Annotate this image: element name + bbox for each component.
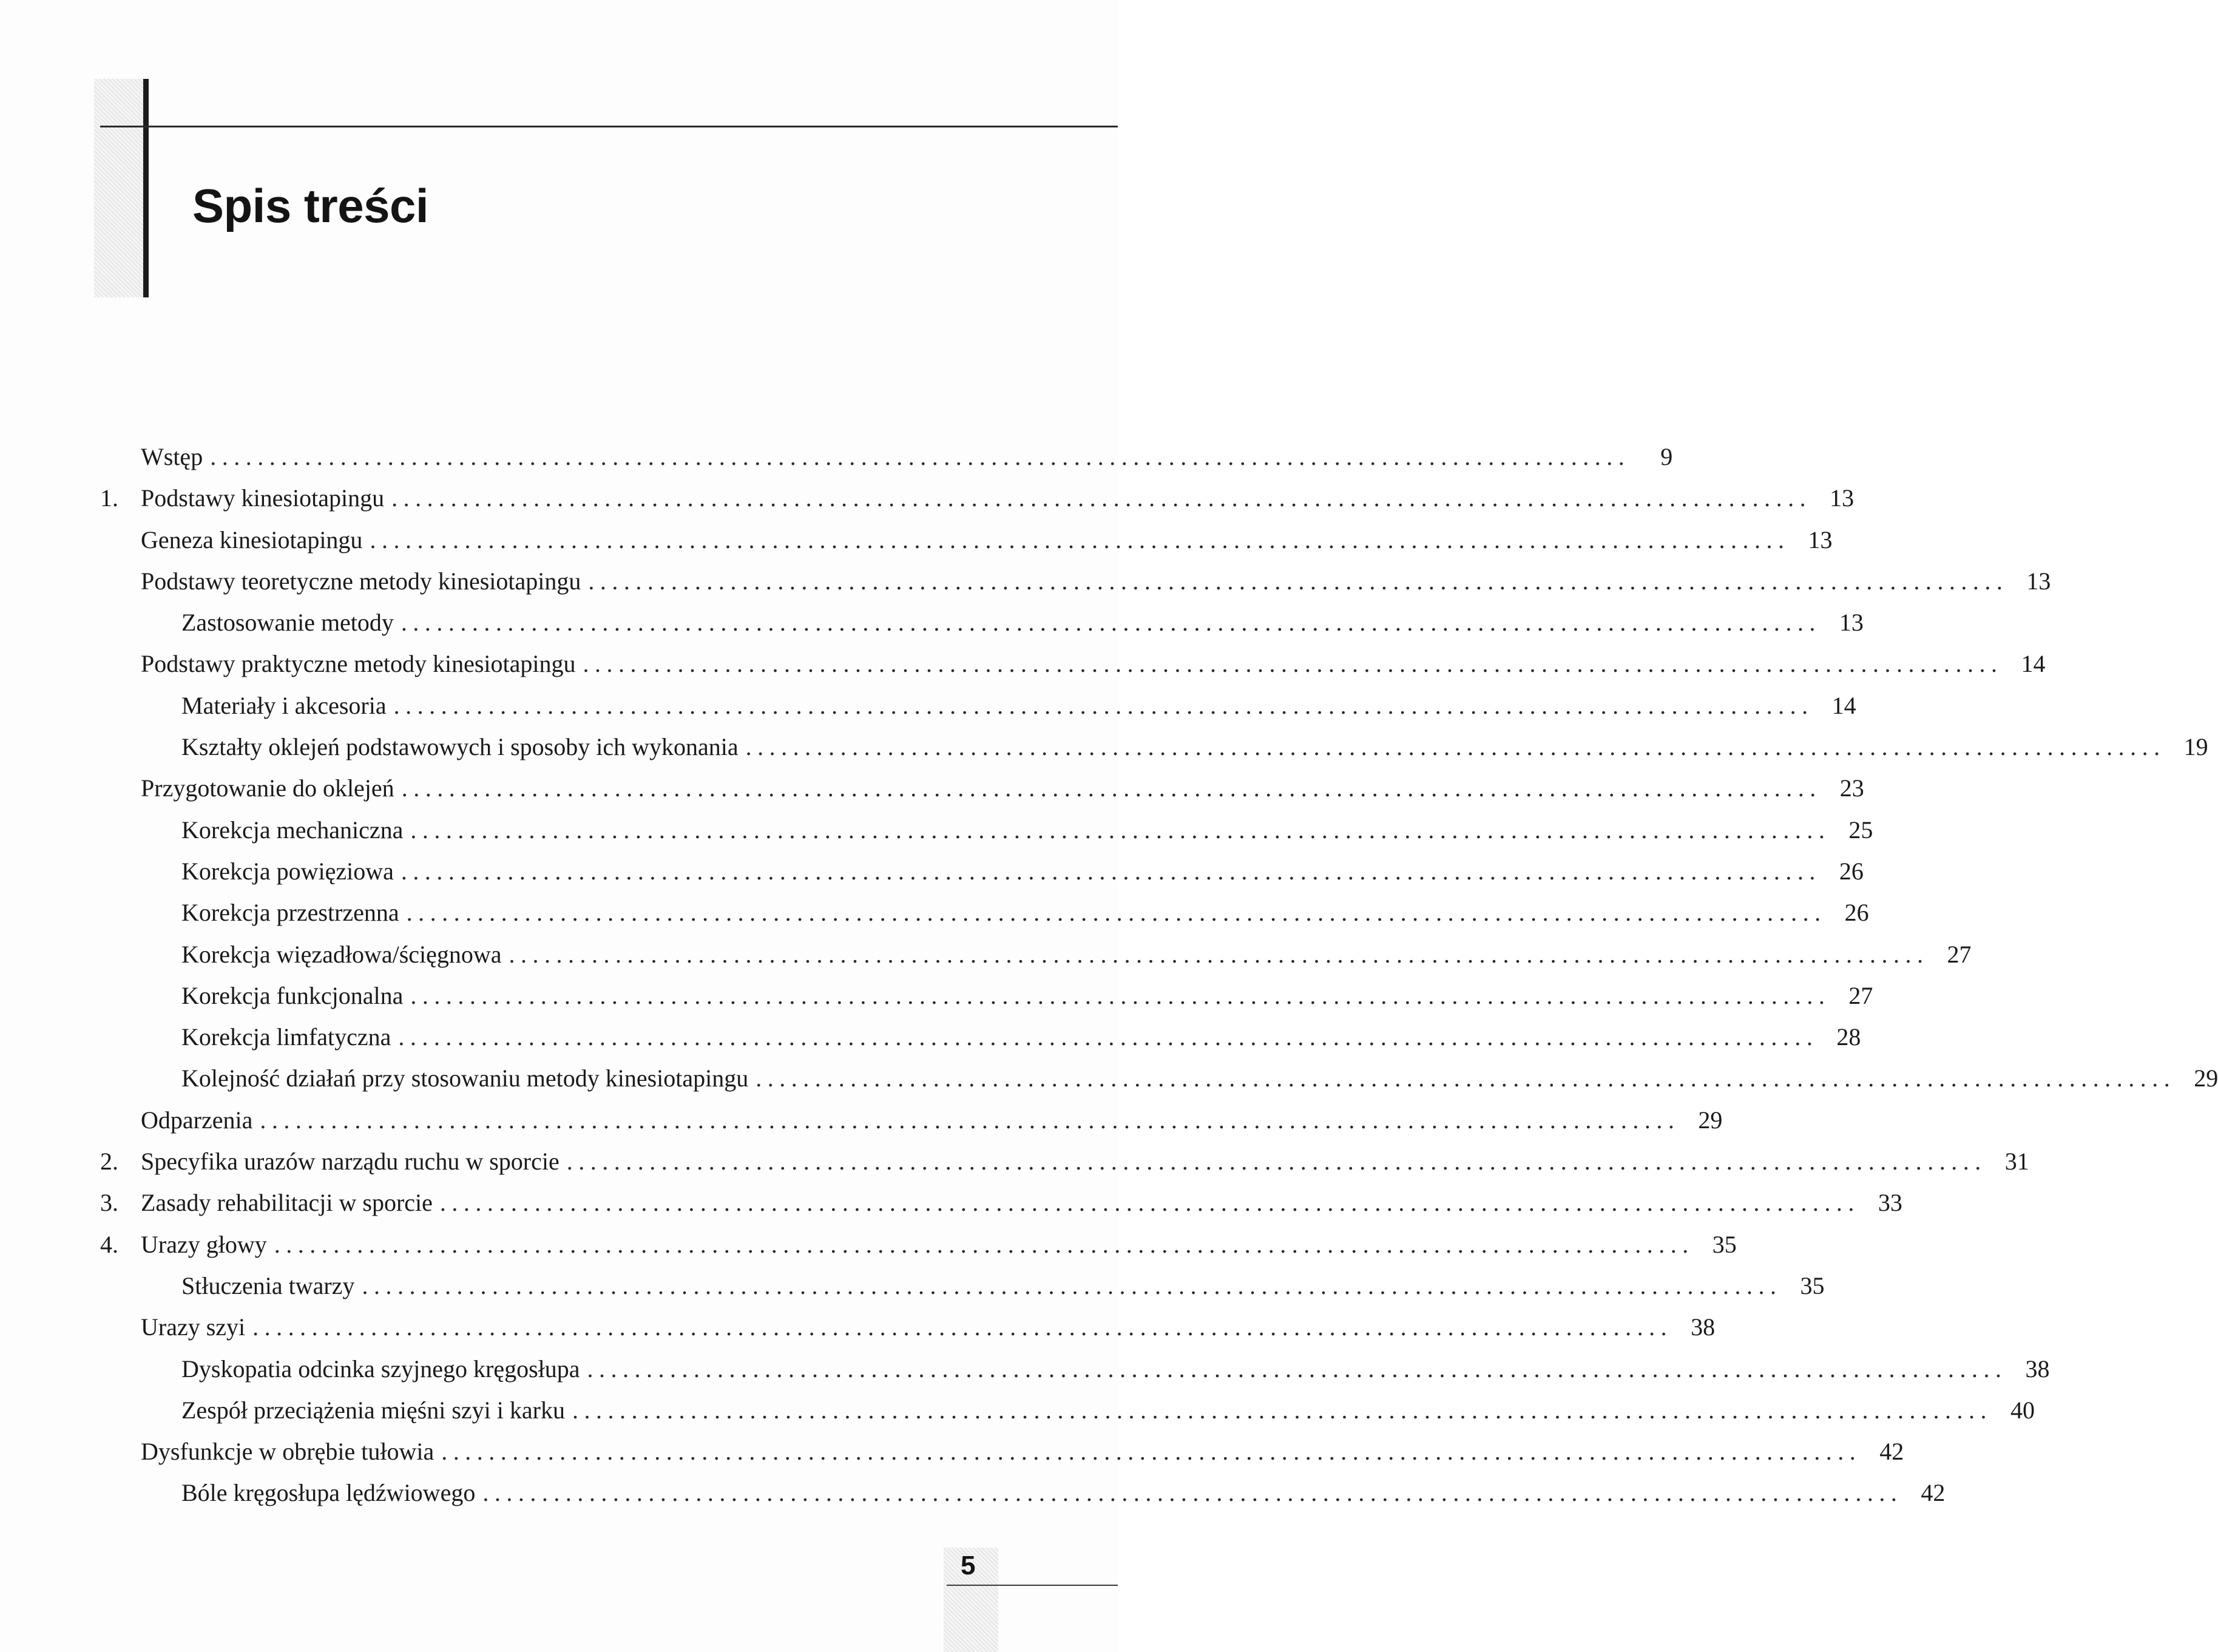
toc-entry xyxy=(100,934,1972,975)
toc-entry-page: 25 xyxy=(1848,816,1873,844)
toc-entry xyxy=(100,892,1869,933)
toc-entry-title: Kolejność działań przy stosowaniu metody kinesiotapingu xyxy=(181,1065,749,1092)
toc-entry-page: 35 xyxy=(1800,1271,1825,1299)
page-number: 5 xyxy=(961,1551,976,1580)
toc-dot-leader: ........................................................................................................................ xyxy=(401,774,1822,802)
page-title: Spis treści xyxy=(192,179,429,232)
toc-dot-leader: ........................................................................................................................ xyxy=(439,1189,1860,1217)
toc-entry-title: Zasady rehabilitacji w sporcie xyxy=(141,1189,433,1217)
toc-entry-page: 27 xyxy=(1848,981,1873,1009)
toc-entry-page: 31 xyxy=(2004,1148,2029,1176)
toc-dot-leader: ........................................................................................................................ xyxy=(583,650,2003,678)
toc-entry xyxy=(100,685,1856,726)
toc-entry xyxy=(100,1431,1904,1472)
toc-entry xyxy=(100,643,2046,685)
toc-entry xyxy=(100,478,1855,519)
toc-entry xyxy=(100,768,1864,809)
toc-entry-page: 28 xyxy=(1836,1023,1861,1051)
toc-entry xyxy=(100,1182,1902,1224)
toc-entry-number: 3. xyxy=(100,1189,118,1217)
toc-entry-page: 42 xyxy=(1879,1438,1904,1466)
toc-dot-leader: ........................................................................................................................ xyxy=(393,691,1814,719)
toc-dot-leader: ........................................................................................................................ xyxy=(566,1148,1987,1176)
toc-entry-page: 29 xyxy=(1698,1106,1723,1134)
toc-entry xyxy=(100,602,1864,643)
toc-entry xyxy=(100,851,1864,892)
toc-entry-title: Podstawy teoretyczne metody kinesiotapingu xyxy=(141,567,581,595)
toc-entry-page: 19 xyxy=(2183,733,2208,761)
toc-entry-title: Odparzenia xyxy=(141,1106,253,1134)
footer-rule xyxy=(947,1585,1118,1586)
toc-entry xyxy=(100,975,1873,1017)
toc-entry-title: Dyskopatia odcinka szyjnego kręgosłupa xyxy=(181,1355,580,1383)
toc-entry xyxy=(100,1472,1946,1514)
toc-entry-number: 4. xyxy=(100,1230,118,1258)
toc-entry-page: 33 xyxy=(1878,1189,1902,1217)
toc-entry-title: Geneza kinesiotapingu xyxy=(141,526,363,553)
toc-dot-leader: ........................................................................................................................ xyxy=(410,981,1831,1009)
toc-dot-leader: ........................................................................................................................ xyxy=(362,1271,1782,1299)
toc-entry-title: Urazy głowy xyxy=(141,1230,267,1258)
toc-entry-page: 14 xyxy=(2021,650,2046,678)
toc-entry-title: Dysfunkcje w obrębie tułowia xyxy=(141,1438,434,1466)
toc-entry xyxy=(100,726,2208,768)
toc-entry-page: 35 xyxy=(1712,1230,1737,1258)
toc-entry-page: 42 xyxy=(1921,1479,1946,1507)
toc-entry-title: Stłuczenia twarzy xyxy=(181,1271,355,1299)
header-vertical-bar xyxy=(143,79,149,297)
toc-entry-page: 13 xyxy=(2026,567,2051,595)
toc-entry-title: Korekcja przestrzenna xyxy=(181,899,399,927)
toc-entry-title: Podstawy kinesiotapingu xyxy=(141,484,385,512)
toc-entry xyxy=(100,520,1833,561)
toc-entry-page: 14 xyxy=(1831,691,1856,719)
toc-entry-page: 26 xyxy=(1839,857,1864,885)
toc-entry-title: Zespół przeciążenia mięśni szyi i karku xyxy=(181,1396,565,1424)
toc-entry-title: Korekcja powięziowa xyxy=(181,857,394,885)
toc-entry xyxy=(100,1224,1737,1265)
toc-entry xyxy=(100,436,1673,478)
toc-dot-leader: ........................................................................................................................ xyxy=(482,1479,1903,1507)
toc-entry-page: 13 xyxy=(1830,484,1855,512)
toc-entry xyxy=(100,1100,1723,1141)
toc-entry-title: Kształty oklejeń podstawowych i sposoby ich wykonania xyxy=(181,733,739,761)
toc-dot-leader: ........................................................................................................................ xyxy=(572,1396,1992,1424)
toc-dot-leader: ........................................................................................................................ xyxy=(391,484,1812,512)
toc-entry-title: Wstęp xyxy=(141,443,203,470)
toc-entry xyxy=(100,1058,2218,1099)
toc-entry-page: 9 xyxy=(1660,443,1673,470)
toc-entry-number: 2. xyxy=(100,1148,118,1176)
toc-entry xyxy=(100,1141,2029,1182)
toc-entry xyxy=(100,1017,1861,1058)
toc-dot-leader: ........................................................................................................................ xyxy=(401,609,1821,637)
toc-entry-title: Zastosowanie metody xyxy=(181,609,394,637)
toc-entry-title: Korekcja więzadłowa/ścięgnowa xyxy=(181,940,502,968)
toc-dot-leader: ........................................................................................................................ xyxy=(441,1438,1862,1466)
toc-dot-leader: ........................................................................................................................ xyxy=(401,857,1821,885)
toc-entry-title: Przygotowanie do oklejeń xyxy=(141,774,394,802)
toc-entry-page: 13 xyxy=(1808,526,1833,553)
header-rule xyxy=(100,126,1118,127)
toc-entry-number: 1. xyxy=(100,484,118,512)
toc-dot-leader: ........................................................................................................................ xyxy=(745,733,2166,761)
toc-entry-page: 40 xyxy=(2010,1396,2035,1424)
toc-dot-leader: ........................................................................................................................ xyxy=(398,1023,1819,1051)
toc-entry-title: Specyfika urazów narządu ruchu w sporcie xyxy=(141,1148,560,1176)
toc-entry-page: 38 xyxy=(1691,1313,1716,1341)
toc-entry-page: 23 xyxy=(1839,774,1864,802)
toc-entry-title: Materiały i akcesoria xyxy=(181,691,387,719)
toc-dot-leader: ........................................................................................................................ xyxy=(274,1230,1694,1258)
toc-dot-leader: ........................................................................................................................ xyxy=(210,443,1631,470)
toc-entry-page: 29 xyxy=(2194,1065,2218,1092)
toc-dot-leader: ........................................................................................................................ xyxy=(587,1355,2007,1383)
toc-entry-title: Urazy szyi xyxy=(141,1313,246,1341)
table-of-contents xyxy=(100,436,2218,1514)
toc-entry-page: 38 xyxy=(2025,1355,2050,1383)
toc-dot-leader: ........................................................................................................................ xyxy=(588,567,2009,595)
toc-dot-leader: ........................................................................................................................ xyxy=(410,816,1831,844)
toc-entry-title: Podstawy praktyczne metody kinesiotapingu xyxy=(141,650,576,678)
toc-entry-page: 26 xyxy=(1844,899,1869,927)
toc-entry xyxy=(100,561,2051,602)
toc-entry-page: 27 xyxy=(1947,940,1972,968)
toc-entry xyxy=(100,1307,1716,1348)
toc-dot-leader: ........................................................................................................................ xyxy=(406,899,1827,927)
toc-dot-leader: ........................................................................................................................ xyxy=(252,1313,1673,1341)
toc-entry xyxy=(100,1390,2035,1431)
toc-entry-title: Korekcja limfatyczna xyxy=(181,1023,391,1051)
toc-entry-title: Bóle kręgosłupa lędźwiowego xyxy=(181,1479,476,1507)
toc-dot-leader: ........................................................................................................................ xyxy=(370,526,1790,553)
toc-dot-leader: ........................................................................................................................ xyxy=(756,1065,2176,1092)
toc-entry-page: 13 xyxy=(1839,609,1864,637)
toc-entry-title: Korekcja mechaniczna xyxy=(181,816,404,844)
toc-dot-leader: ........................................................................................................................ xyxy=(260,1106,1680,1134)
toc-entry xyxy=(100,810,1873,851)
toc-dot-leader: ........................................................................................................................ xyxy=(509,940,1929,968)
toc-entry xyxy=(100,1349,2050,1390)
header-shade-decoration xyxy=(94,79,146,297)
toc-entry-title: Korekcja funkcjonalna xyxy=(181,981,404,1009)
toc-entry xyxy=(100,1265,1825,1307)
